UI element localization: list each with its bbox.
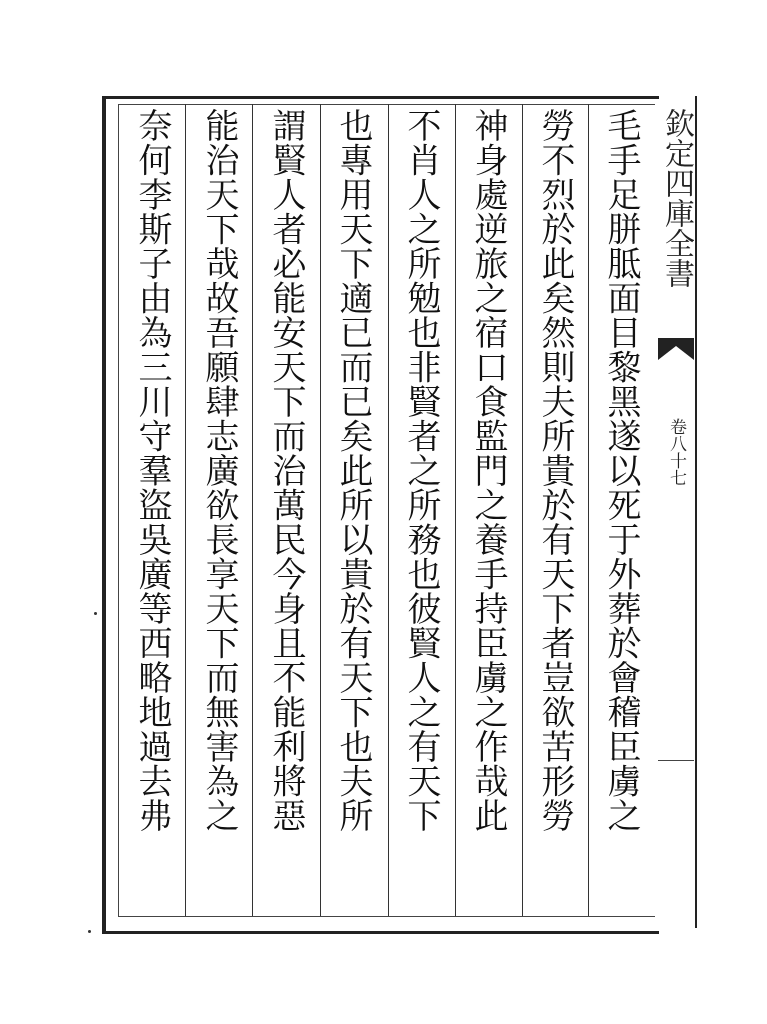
- text-column-2: 勞不烈於此矣然則夫所貴於有天下者豈欲苦形勞: [535, 108, 575, 833]
- text-column-4: 不肖人之所勉也非賢者之所務也彼賢人之有天下: [401, 108, 441, 833]
- text-column-8: 奈何李斯子由為三川守羣盜吳廣等西略地過去弗: [132, 108, 172, 833]
- inner-border-left: [118, 104, 119, 916]
- text-column-1: 毛手足胼胝面目黎黑遂以死于外葬於會稽臣虜之: [601, 108, 641, 833]
- inner-border-bottom: [118, 916, 655, 917]
- column-divider: [455, 104, 456, 916]
- inner-border-top: [118, 104, 655, 105]
- ink-speck: [94, 612, 97, 615]
- column-divider: [522, 104, 523, 916]
- text-column-6: 謂賢人者必能安天下而治萬民今身且不能利將惡: [266, 108, 306, 833]
- column-divider: [252, 104, 253, 916]
- ink-speck: [88, 930, 91, 933]
- collection-title: 欽定四庫全書: [659, 108, 694, 288]
- column-divider: [388, 104, 389, 916]
- fish-tail-mark-icon: [658, 338, 694, 360]
- column-divider: [185, 104, 186, 916]
- column-divider: [320, 104, 321, 916]
- column-divider: [588, 104, 589, 916]
- margin-divider: [658, 760, 694, 761]
- text-column-3: 神身處逆旅之宿口食監門之養手持臣虜之作哉此: [468, 108, 508, 833]
- text-column-7: 能治天下哉故吾願肆志廣欲長享天下而無害為之: [199, 108, 239, 833]
- text-column-5: 也專用天下適已而已矣此所以貴於有天下也夫所: [333, 108, 373, 833]
- volume-number: 卷八十七: [666, 418, 686, 486]
